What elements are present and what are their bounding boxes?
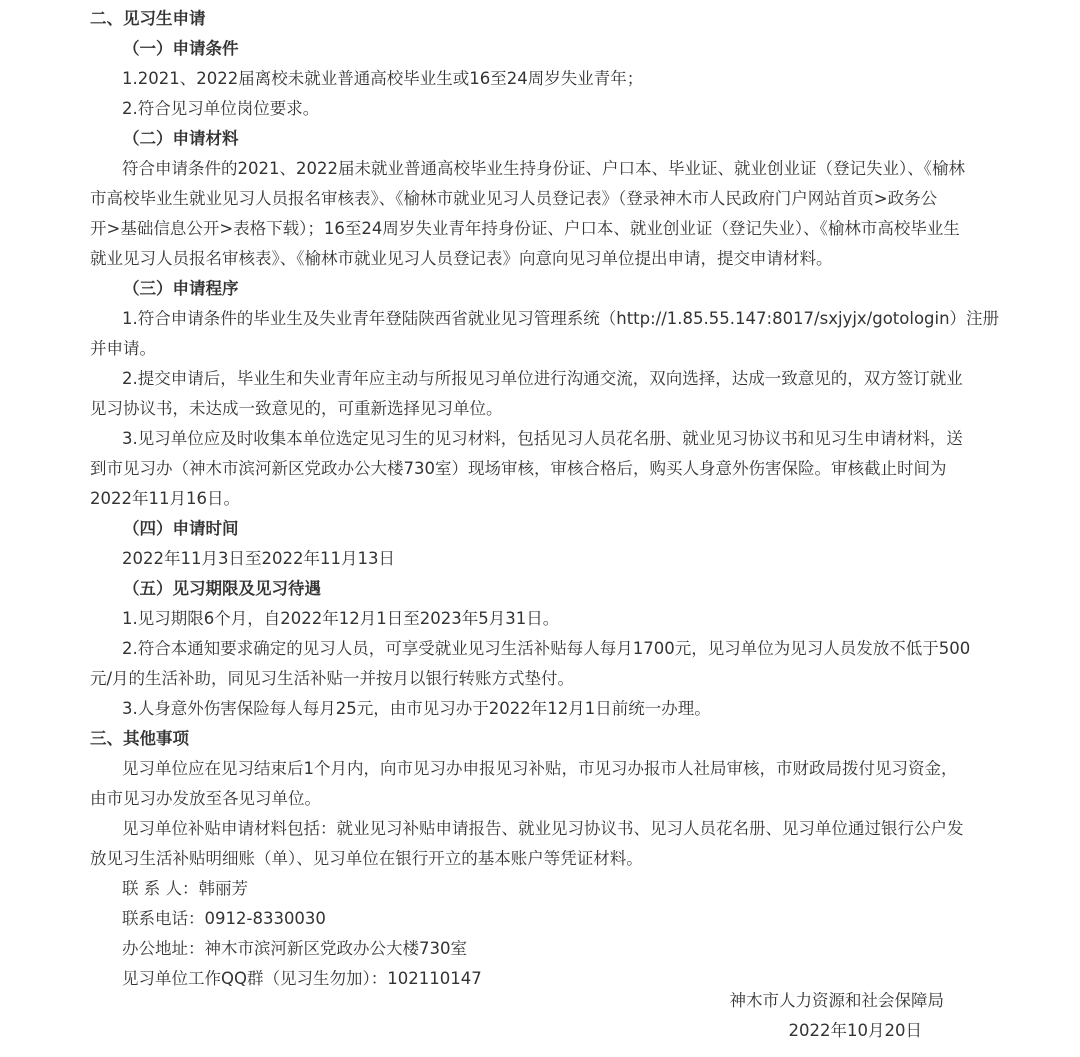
materials-line-3: 开>基础信息公开>表格下载）；16至24周岁失业青年持身份证、户口本、就业创业证（登记失业）、《榆林市高校毕业生 <box>90 219 960 238</box>
other-line-2: 由市见习办发放至各见习单位。 <box>90 789 321 808</box>
procedure-line-2: 并申请。 <box>90 339 156 358</box>
contact-phone: 联系电话：0912-8330030 <box>122 909 326 928</box>
other-line-4: 放见习生活补贴明细账（单）、见习单位在银行开立的基本账户等凭证材料。 <box>90 849 643 868</box>
benefits-line-3: 元/月的生活补助，同见习生活补贴一并按月以银行转账方式垫付。 <box>90 669 575 688</box>
procedure-line-4: 见习协议书，未达成一致意见的，可重新选择见习单位。 <box>90 399 503 418</box>
materials-line-1: 符合申请条件的2021、2022届未就业普通高校毕业生持身份证、户口本、毕业证、就业创业证（登记失业）、《榆林 <box>122 159 965 178</box>
benefits-line-1: 1.见习期限6个月，自2022年12月1日至2023年5月31日。 <box>122 609 560 628</box>
procedure-line-5: 3.见习单位应及时收集本单位选定见习生的见习材料，包括见习人员花名册、就业见习协议书和见习生申请材料，送 <box>122 429 963 448</box>
benefits-line-4: 3.人身意外伤害保险每人每月25元，由市见习办于2022年12月1日前统一办理。 <box>122 699 711 718</box>
contact-qq-group: 见习单位工作QQ群（见习生勿加）：102110147 <box>122 969 482 988</box>
contact-address: 办公地址：神木市滨河新区党政办公大楼730室 <box>122 939 467 958</box>
section-heading-applicant: 二、见习生申请 <box>90 9 206 28</box>
materials-line-4: 就业见习人员报名审核表》、《榆林市就业见习人员登记表》向意向见习单位提出申请，提交申请材料。 <box>90 249 833 268</box>
contact-person: 联 系 人：韩丽芳 <box>122 879 248 898</box>
section-heading-other: 三、其他事项 <box>90 729 189 748</box>
procedure-line-6: 到市见习办（神木市滨河新区党政办公大楼730室）现场审核，审核合格后，购买人身意外伤害保险。审核截止时间为 <box>90 459 947 478</box>
subheading-time: （四）申请时间 <box>123 519 239 538</box>
other-line-1: 见习单位应在见习结束后1个月内，向市见习办申报见习补贴，市见习办报市人社局审核，市财政局拨付见习资金， <box>122 759 958 778</box>
time-line-1: 2022年11月3日至2022年11月13日 <box>122 549 395 568</box>
benefits-line-2: 2.符合本通知要求确定的见习人员，可享受就业见习生活补贴每人每月1700元，见习单位为见习人员发放不低于500 <box>122 639 971 658</box>
subheading-conditions: （一）申请条件 <box>123 39 239 58</box>
condition-item-2: 2.符合见习单位岗位要求。 <box>122 99 320 118</box>
procedure-line-1: 1.符合申请条件的毕业生及失业青年登陆陕西省就业见习管理系统（http://1.85.55.147:8017/sxjyjx/gotologin）注册 <box>122 309 1000 328</box>
subheading-materials: （二）申请材料 <box>123 129 239 148</box>
signature-date: 2022年10月20日 <box>788 1021 922 1040</box>
subheading-procedure: （三）申请程序 <box>123 279 239 298</box>
materials-line-2: 市高校毕业生就业见习人员报名审核表》、《榆林市就业见习人员登记表》（登录神木市人民政府门户网站首页>政务公 <box>90 189 938 208</box>
signature-organization: 神木市人力资源和社会保障局 <box>729 991 944 1010</box>
procedure-line-3: 2.提交申请后，毕业生和失业青年应主动与所报见习单位进行沟通交流，双向选择，达成一致意见的，双方签订就业 <box>122 369 963 388</box>
subheading-period-benefits: （五）见习期限及见习待遇 <box>123 579 321 598</box>
other-line-3: 见习单位补贴申请材料包括：就业见习补贴申请报告、就业见习协议书、见习人员花名册、见习单位通过银行公户发 <box>122 819 964 838</box>
condition-item-1: 1.2021、2022届离校未就业普通高校毕业生或16至24周岁失业青年； <box>122 69 644 88</box>
procedure-line-7: 2022年11月16日。 <box>90 489 240 508</box>
